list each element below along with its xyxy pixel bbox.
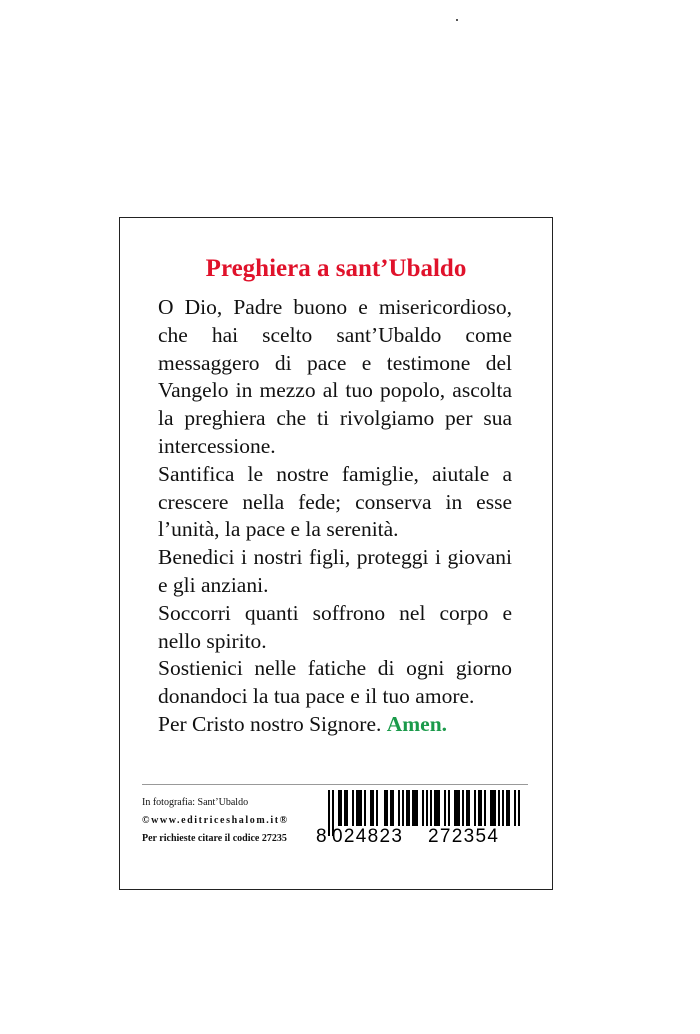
barcode-bar: [462, 790, 464, 826]
prayer-paragraph: Santifica le nostre famiglie, aiutale a crescere nella fede; conserva in esse l’unità, la pace e la serenità.: [158, 461, 512, 542]
barcode-bar: [430, 790, 432, 826]
barcode-bar: [506, 790, 508, 826]
speck-mark: [456, 19, 458, 21]
prayer-paragraph: O Dio, Padre buono e misericordioso, che hai scelto sant’Ubaldo come messaggero di pace e testimone del Vangelo in mezzo al tuo popolo, ascolta la preghiera che ti rivolgiamo per sua intercessione.: [158, 295, 512, 458]
barcode-bar: [474, 790, 476, 826]
barcode-bar: [390, 790, 392, 826]
barcode-bar: [372, 790, 374, 826]
barcode-bar: [414, 790, 416, 826]
barcode-bar: [454, 790, 456, 826]
footer-divider: [142, 784, 528, 785]
prayer-title: Preghiera a sant’Ubaldo: [205, 255, 467, 282]
amen-word: Amen.: [386, 711, 448, 736]
barcode-bar: [426, 790, 428, 826]
prayer-paragraph: Sostienici nelle fatiche di ogni giorno donandoci la tua pace e il tuo amore.: [158, 656, 512, 709]
barcode-bar: [494, 790, 496, 826]
barcode-bar: [406, 790, 408, 826]
barcode-bar: [352, 790, 354, 826]
barcode-bar: [376, 790, 378, 826]
barcode-bar: [346, 790, 348, 826]
barcode-bar: [338, 790, 340, 826]
barcode-bar: [340, 790, 342, 826]
barcode-bar: [360, 790, 362, 826]
barcode-bar: [438, 790, 440, 826]
barcode-bar: [480, 790, 482, 826]
barcode-bar: [508, 790, 510, 826]
barcode-digit-first: 8: [316, 826, 327, 844]
photo-credit: In fotografia: Sant’Ubaldo: [142, 797, 249, 808]
barcode-bar: [484, 790, 486, 826]
barcode-group-right: 272354: [428, 826, 500, 844]
barcode-bar: [458, 790, 460, 826]
barcode-bar: [398, 790, 400, 826]
barcode-bar: [514, 790, 516, 826]
barcode-bar: [402, 790, 404, 826]
barcode-bar: [444, 790, 446, 826]
barcode-bar: [498, 790, 500, 826]
barcode-bar: [356, 790, 358, 826]
barcode-bar: [344, 790, 346, 826]
code-request: Per richieste citare il codice 27235: [142, 833, 287, 844]
barcode-bar: [436, 790, 438, 826]
barcode-bar: [416, 790, 418, 826]
prayer-text: [158, 294, 512, 739]
footer-credits: [142, 794, 289, 848]
barcode-bar: [364, 790, 366, 826]
barcode-bar: [392, 790, 394, 826]
barcode-bar: [468, 790, 470, 826]
barcode-bar: [412, 790, 414, 826]
barcode-bar: [466, 790, 468, 826]
prayer-paragraph: Soccorri quanti soffrono nel corpo e nello spirito.: [158, 600, 512, 653]
prayer-paragraph: Benedici i nostri figli, proteggi i giovani e gli anziani.: [158, 545, 512, 597]
prayer-closing: [158, 711, 512, 739]
barcode-bar: [328, 790, 330, 836]
prayer-card: [119, 217, 553, 890]
barcode-bar: [408, 790, 410, 826]
barcode-bar: [386, 790, 388, 826]
barcode-bar: [478, 790, 480, 826]
barcode-bar: [492, 790, 494, 826]
closing-text: Per Cristo nostro Signore.: [158, 711, 382, 736]
barcode-bar: [490, 790, 492, 826]
barcode-bar: [370, 790, 372, 826]
barcode-group-left: 024823: [332, 826, 404, 844]
barcode-bar: [422, 790, 424, 826]
barcode-bar: [448, 790, 450, 826]
barcode-bar: [434, 790, 436, 826]
barcode-bar: [518, 790, 520, 826]
barcode-bar: [358, 790, 360, 826]
publisher-website: ©www.editriceshalom.it®: [142, 815, 289, 826]
ean-barcode: [316, 790, 526, 844]
barcode-bar: [384, 790, 386, 826]
barcode-bar: [456, 790, 458, 826]
barcode-bar: [502, 790, 504, 826]
